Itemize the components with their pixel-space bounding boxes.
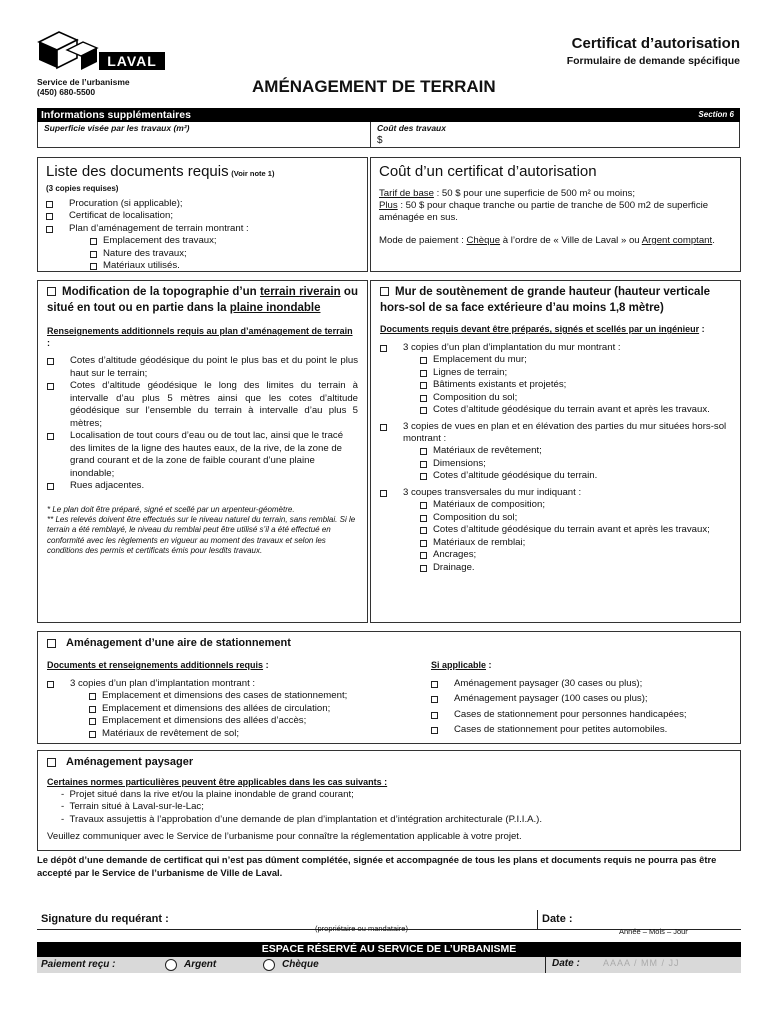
reserved-date-label: Date : [552,958,580,969]
paysager-item: - Projet situé dans la rive et/ou la plaine inondable de grand courant; [61,788,354,800]
parking-si-item: Aménagement paysager (100 cases ou plus); [431,693,731,705]
parking-si-item: Cases de stationnement pour personnes handicapées; [431,709,731,721]
docs-box [37,157,368,272]
paysager-norms-title: Certaines normes particulières peuvent être applicables dans les cas suivants : [47,777,388,788]
checkbox[interactable] [89,731,96,738]
main-title: AMÉNAGEMENT DE TERRAIN [252,77,496,96]
checkbox[interactable] [420,370,427,377]
cost-title: Coût d’un certificat d’autorisation [379,163,597,180]
parking-box [37,631,741,744]
section-label: Section 6 [698,110,734,119]
checkbox[interactable] [47,358,54,365]
paysager-contact: Veuillez communiquer avec le Service de l’urbanisme pour connaître la réglementation applicable à votre projet. [47,831,522,843]
topo-note-2: ** Les relevés doivent être effectués sur le niveau naturel du terrain, sans remblai. Si le terrain a été remblayé, le niveau du remblai peut être utilisé s’il a été effectué en conformité avec les règlements en vigueur au moment des travaux et selon les conditions des permis et certificats émis pour lesdits travaux. [47,514,356,556]
topo-checkbox[interactable] [47,287,56,296]
topo-note-1: * Le plan doit être préparé, signé et scellé par un arpenteur-géomètre. [47,504,295,514]
argent-radio[interactable] [165,959,177,971]
reserved-body [37,957,741,973]
topo-box [37,280,368,623]
parking-title: Aménagement d’une aire de stationnement [47,636,731,650]
cheque-radio[interactable] [263,959,275,971]
checkbox[interactable] [90,251,97,258]
checkbox[interactable] [47,433,54,440]
doc-subitem-3: Matériaux utilisés. [46,260,359,272]
info-bar [37,108,740,122]
checkbox[interactable] [380,345,387,352]
mur-sub: Cotes d’altitude géodésique du terrain. [420,470,731,482]
checkbox[interactable] [46,213,53,220]
checkbox[interactable] [90,238,97,245]
parking-si-title: Si applicable : [431,660,492,670]
topo-item-3: Localisation de tout cours d’eau ou de tout lac, ainsi que le tracé des limites de la ligne des hautes eaux, de la rive, de la zone de grand courant et de la zone de faible courant d’une plaine inondable; [47,430,358,480]
topo-item-1: Cotes d’altitude géodésique du point le plus bas et du point le plus haut sur le terrain; [47,355,358,380]
certificat-title: Certificat d’autorisation [571,35,740,52]
mur-sub: Matériaux de composition; [420,499,731,511]
parking-docs-title: Documents et renseignements additionnels requis : [47,660,269,670]
paiement-label: Paiement reçu : [41,959,116,970]
checkbox[interactable] [380,424,387,431]
mur-sub: Ancrages; [420,549,731,561]
checkbox[interactable] [46,201,53,208]
info-fields [37,122,740,148]
checkbox[interactable] [420,527,427,534]
topo-item-2: Cotes d’altitude géodésique le long des limites du terrain à intervalle d’au plus 5 mètres ainsi que les cotes d’altitude géodésique sur l’ensemble du terrain à intervalle d’au plus 5 mètres; [47,380,358,430]
cost-plus: Plus : 50 $ pour chaque tranche ou partie de tranche de 500 m2 de superficie aménagée en sus. [379,199,709,224]
cost-box [370,157,741,272]
warning-text: Le dépôt d’une demande de certificat qui n’est pas dûment complétée, signée et accompagnée de tous les plans et documents requis ne pourra pas être accepté par le Service de l’urbanisme de Ville de Laval. [37,854,717,878]
mur-sub: Matériaux de revêtement; [420,445,731,457]
checkbox[interactable] [431,712,438,719]
date-label: Date : [542,913,573,925]
paysager-item: - Travaux assujettis à l’approbation d’une demande de plan d’implantation et d’intégration architecturale (P.I.I.A.). [61,813,543,825]
mur-sub: Dimensions; [420,458,731,470]
checkbox[interactable] [420,395,427,402]
checkbox[interactable] [46,226,53,233]
checkbox[interactable] [47,483,54,490]
doc-item-2: Certificat de localisation; [46,210,359,222]
service-phone: (450) 680-5500 [37,87,96,97]
checkbox[interactable] [420,540,427,547]
checkbox[interactable] [420,382,427,389]
mur-sub: Emplacement du mur; [420,354,731,366]
reserved-date-input[interactable]: AAAA / MM / JJ [603,958,680,968]
parking-sub: Emplacement et dimensions des allées d’accès; [89,715,427,727]
reserved-header [37,942,741,957]
topo-title: Modification de la topographie d’un terrain riverain ou situé en tout ou en partie dans la plaine inondable [47,286,358,314]
parking-si-item: Aménagement paysager (30 cases ou plus); [431,678,731,690]
date-sub: Année – Mois – Jour [619,927,688,936]
checkbox[interactable] [420,502,427,509]
mur-group-3: 3 coupes transversales du mur indiquant : [380,487,731,499]
signature-sub: (propriétaire ou mandataire) [315,924,408,933]
checkbox[interactable] [420,407,427,414]
mur-box [370,280,741,623]
cout-field[interactable] [371,122,741,147]
checkbox[interactable] [431,681,438,688]
mur-sub: Bâtiments existants et projetés; [420,379,731,391]
mur-sub: Lignes de terrain; [420,367,731,379]
reserved-title: ESPACE RÉSERVÉ AU SERVICE DE L’URBANISME [261,943,517,955]
laval-logo [37,28,167,74]
checkbox[interactable] [380,490,387,497]
mur-sub: Drainage. [420,562,731,574]
paysager-title: Aménagement paysager [47,755,731,769]
form-subtitle: Formulaire de demande spécifique [566,55,740,67]
checkbox[interactable] [47,383,54,390]
checkbox[interactable] [420,448,427,455]
mur-sub: Composition du sol; [420,392,731,404]
superficie-field[interactable] [38,122,371,147]
mur-title: Mur de soutènement de grande hauteur (hauteur verticale hors-sol de sa face extérieure d’au moins 1,8 mètre) [380,286,711,314]
mur-sub: Composition du sol; [420,512,731,524]
parking-main-item: 3 copies d’un plan d’implantation montrant : [47,678,427,690]
paysager-checkbox[interactable] [47,758,56,767]
checkbox[interactable] [420,552,427,559]
docs-note: (Voir note 1) [231,169,275,178]
checkbox[interactable] [47,681,54,688]
doc-item-1: Procuration (si applicable); [46,198,359,210]
checkbox[interactable] [90,263,97,270]
signature-label: Signature du requérant : [41,913,169,925]
cost-tarif: Tarif de base : 50 $ pour une superficie de 500 m² ou moins; [379,187,635,199]
mur-sub: Cotes d’altitude géodésique du terrain avant et après les travaux; [420,524,731,536]
info-bar-title: Informations supplémentaires [41,109,191,121]
docs-copies: (3 copies requises) [46,183,119,193]
docs-title: Liste des documents requis [46,163,229,180]
cheque-label: Chèque [282,959,319,970]
cout-label: Coût des travaux [377,123,446,133]
mur-req-title: Documents requis devant être préparés, signés et scellés par un ingénieur : [380,324,705,335]
mur-checkbox[interactable] [380,287,389,296]
superficie-label: Superficie visée par les travaux (m²) [44,123,190,133]
checkbox[interactable] [420,565,427,572]
paysager-box [37,750,741,851]
parking-sub: Emplacement et dimensions des cases de stationnement; [89,690,427,702]
argent-label: Argent [184,959,217,970]
checkbox[interactable] [420,357,427,364]
mur-group-2: 3 copies de vues en plan et en élévation des parties du mur situées hors-sol montrant : [380,421,731,446]
doc-subitem-1: Emplacement des travaux; [46,235,359,247]
checkbox[interactable] [431,696,438,703]
parking-si-item: Cases de stationnement pour petites automobiles. [431,724,731,736]
parking-checkbox[interactable] [47,639,56,648]
doc-item-3: Plan d’aménagement de terrain montrant : [46,223,359,235]
parking-sub: Emplacement et dimensions des allées de circulation; [89,703,427,715]
doc-subitem-2: Nature des travaux; [46,248,359,260]
logo-text: LAVAL [107,53,157,69]
checkbox[interactable] [89,718,96,725]
dollar-sign: $ [377,135,383,146]
mur-group-1: 3 copies d’un plan d’implantation du mur montrant : [380,342,731,354]
topo-req-title: Renseignements additionnels requis au plan d’aménagement de terrain : [47,326,353,348]
checkbox[interactable] [89,693,96,700]
checkbox[interactable] [431,727,438,734]
checkbox[interactable] [420,515,427,522]
cost-payment: Mode de paiement : Chèque à l’ordre de « Ville de Laval » ou Argent comptant. [379,234,715,246]
checkbox[interactable] [89,706,96,713]
checkbox[interactable] [420,461,427,468]
paysager-item: - Terrain situé à Laval-sur-le-Lac; [61,801,204,813]
service-name: Service de l’urbanisme [37,77,130,87]
checkbox[interactable] [420,473,427,480]
mur-sub: Cotes d’altitude géodésique du terrain avant et après les travaux. [420,404,731,416]
parking-sub: Matériaux de revêtement de sol; [89,728,427,740]
mur-sub: Matériaux de remblai; [420,537,731,549]
topo-item-4: Rues adjacentes. [47,480,358,492]
